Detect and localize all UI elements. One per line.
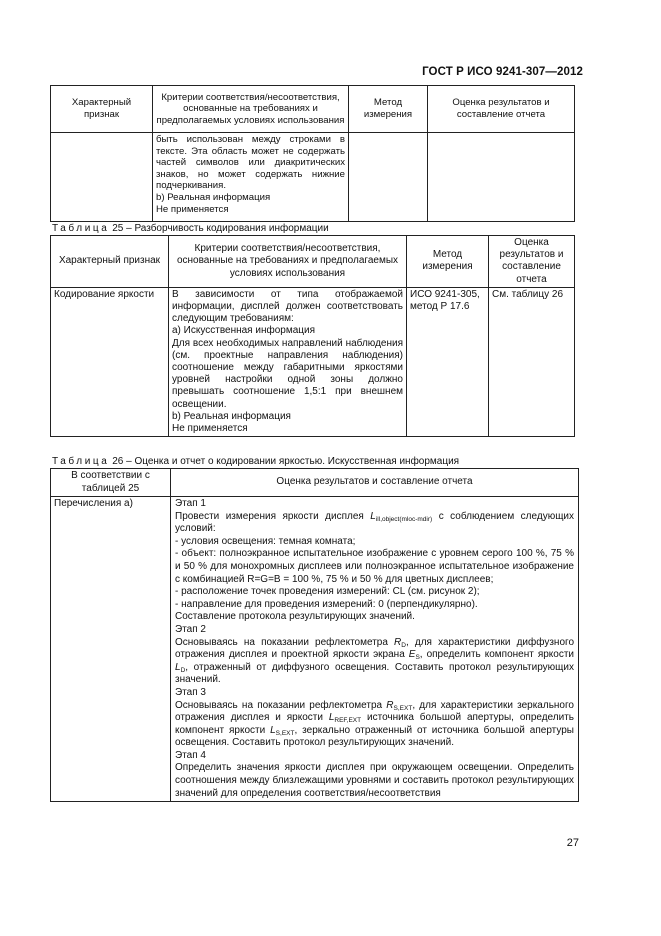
caption-label: Таблица — [52, 223, 110, 234]
table-cell — [169, 287, 407, 436]
header-cell: Оценка результатов и составление отчета — [489, 236, 575, 288]
cell-text: Не применяется — [172, 423, 248, 435]
table-26 — [50, 468, 579, 802]
table-cell: Перечисления a) — [51, 497, 171, 802]
table-cell — [349, 133, 428, 222]
page-number: 27 — [566, 837, 579, 849]
table-cell: См. таблицу 26 — [489, 287, 575, 436]
cell-text: - объект: полноэкранное испытательное изображение с уровнем серого 100 %, 75 % и 50 % для монохромных дисплеев или полноэкранное испытательное изображение с комбинацией R=G=B = 100 %, 75 % и 50 % для цветных дисплеев; — [175, 548, 574, 585]
stage-title: Этап 2 — [175, 623, 206, 635]
cell-text: Провести измерения яркости дисплея $L_{ill,object(mloc-mdir)}$ с соблюдением следующих условий: — [175, 510, 575, 535]
cell-text: В зависимости от типа отображаемой информации, дисплей должен соответствовать следующим требованиям: — [172, 288, 403, 325]
stage-title: Этап 1 — [175, 498, 206, 509]
caption-text: 25 – Разборчивость кодирования информации — [109, 223, 329, 234]
caption-label: Таблица — [52, 456, 110, 467]
table-cell — [428, 133, 575, 222]
table-cell — [153, 133, 349, 222]
cell-text: быть использован между строками в тексте. Эта область может не содержать частей символов или диакритических знаков, но может содержать нижние подчеркивания. — [156, 134, 345, 192]
table-header-row — [51, 469, 579, 497]
table-row — [51, 133, 575, 222]
table-cell: ИСО 9241-305, метод Р 17.6 — [407, 287, 489, 436]
cell-text: Не применяется — [156, 203, 229, 215]
header-cell: Критерии соответствия/несоответствия, основанные на требованиях и предполагаемых условиях использования — [153, 86, 349, 133]
cell-text: - направление для проведения измерений: 0 (перпендикулярно). — [175, 598, 478, 610]
cell-text: - расположение точек проведения измерений: CL (см. рисунок 2); — [175, 586, 480, 598]
table-25 — [50, 235, 575, 437]
header-cell: Критерии соответствия/несоответствия, основанные на требованиях и предполагаемых условиях использования — [169, 236, 407, 288]
caption-text: 26 – Оценка и отчет о кодировании яркостью. Искусственная информация — [109, 456, 460, 467]
cell-text: b) Реальная информация — [156, 191, 271, 203]
cell-text: Определить значения яркости дисплея при окружающем освещении. Определить соотношения между близлежащими уровнями и составить протокол результирующих значений для определения соответствия/несоответствия — [175, 762, 574, 799]
cell-text: Основываясь на показании рефлектометра $R_D$, для характеристики диффузного отражения дисплея и проектной яркости экрана $E_S$, определить компонент яркости $L_D$, отраженный от диффузного освещения. Составить протокол результирующих значений. — [175, 636, 575, 686]
header-cell: В соответствии с таблицей 25 — [51, 469, 171, 497]
table-row — [51, 287, 575, 436]
header-cell: Оценка результатов и составление отчета — [171, 469, 579, 497]
table-cell — [171, 497, 579, 802]
header-cell: Оценка результатов и составление отчета — [428, 86, 575, 133]
document-code: ГОСТ Р ИСО 9241-307—2012 — [422, 66, 583, 78]
stage-title: Этап 4 — [175, 749, 206, 761]
table-row — [51, 497, 579, 802]
table-header-row — [51, 236, 575, 288]
table-header-row — [51, 86, 575, 133]
header-cell: Характерный признак — [51, 86, 153, 133]
table-26-caption — [52, 456, 459, 467]
header-cell: Метод измерения — [349, 86, 428, 133]
header-cell: Метод измерения — [407, 236, 489, 288]
table-cell: Кодирование яркости — [51, 287, 169, 436]
cell-text: a) Искусственная информация — [172, 325, 315, 337]
cell-text: Составление протокола результирующих значений. — [175, 611, 415, 623]
stage-title: Этап 3 — [175, 686, 206, 698]
header-cell: Характерный признак — [51, 236, 169, 288]
table-25-caption — [52, 223, 329, 234]
table-24-continued — [50, 85, 575, 222]
table-cell — [51, 133, 153, 222]
cell-text: - условия освещения: темная комната; — [175, 535, 356, 547]
cell-text: Основываясь на показании рефлектометра $R_{S,EXT}$, для характеристики зеркального отражения дисплея и яркости $L_{REF,EXT}$ источника большой апертуры, определить компонент яркости $L_{S,EXT}$, зеркально отраженный от источника большой апертуры освещения. Составить протокол результирующих значений. — [175, 699, 574, 749]
cell-text: b) Реальная информация — [172, 410, 291, 422]
cell-text: Для всех необходимых направлений наблюдения (см. проектные направления наблюдения) соотношение между габаритными яркостями уровней настройки одной зоны должно превышать соотношение 1,5:1 при внешнем освещении. — [172, 337, 403, 410]
